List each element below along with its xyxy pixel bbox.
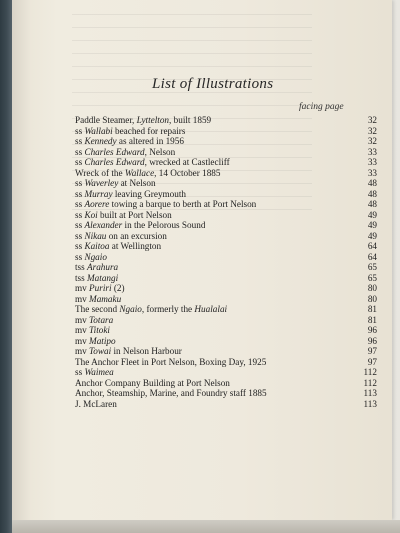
caption-text: ss	[75, 230, 85, 241]
list-item	[75, 304, 377, 315]
list-item	[75, 388, 377, 399]
page-number: 48	[367, 178, 377, 188]
caption-text: ss	[75, 188, 85, 199]
list-item	[75, 315, 377, 326]
list-item	[75, 378, 377, 389]
caption-text: Paddle Steamer,	[75, 115, 137, 125]
page-number: 97	[367, 346, 377, 356]
illustration-title	[75, 199, 256, 210]
ship-name: Wallace	[124, 167, 155, 178]
caption-text: J. McLaren	[75, 398, 117, 409]
page-number: 112	[363, 367, 377, 377]
illustration-title	[75, 136, 184, 147]
list-item	[75, 157, 377, 168]
caption-text: ss	[75, 157, 85, 167]
ship-name: Puriri	[89, 283, 112, 293]
page-number: 65	[367, 272, 377, 283]
illustration-title	[75, 157, 230, 168]
caption-text: , built 1859	[169, 115, 212, 125]
caption-text: ss	[75, 241, 85, 251]
page-number: 96	[367, 325, 377, 335]
page-number: 33	[367, 157, 377, 167]
list-item	[75, 126, 377, 137]
caption-text: The Anchor Fleet in Port Nelson, Boxing Day, 1925	[75, 356, 267, 367]
caption-text: ss	[75, 146, 85, 157]
ship-name: Arahura	[87, 262, 119, 272]
caption-text: mv	[75, 293, 90, 304]
page-number: 33	[367, 146, 377, 157]
illustration-title	[75, 325, 110, 336]
illustration-title	[75, 378, 230, 389]
ship-name: Towai	[89, 346, 112, 356]
ship-name: Alexander	[84, 220, 123, 230]
page-number: 64	[367, 251, 377, 262]
caption-text: mv	[75, 325, 90, 335]
illustrations-list	[75, 115, 377, 409]
ship-name: Aorere	[84, 199, 110, 209]
ship-name: Waverley	[84, 178, 119, 188]
ship-name: Ngaio	[119, 304, 142, 314]
list-item	[75, 262, 377, 273]
page-number: 113	[363, 398, 377, 409]
caption-text: ss	[75, 367, 85, 377]
page-number: 48	[367, 199, 377, 209]
ship-name: Kennedy	[84, 136, 117, 146]
illustration-title	[75, 115, 211, 126]
caption-text: , wrecked at Castlecliff	[144, 157, 230, 167]
illustration-title	[75, 388, 267, 399]
caption-text: Anchor, Steamship, Marine, and Foundry staff 1885	[75, 388, 267, 398]
ship-name: Kaitoa	[84, 241, 110, 251]
illustration-title	[75, 367, 114, 378]
caption-text: on an excursion	[106, 230, 167, 241]
caption-text: ss	[75, 251, 85, 262]
page-number: 81	[367, 314, 377, 325]
caption-text: mv	[75, 314, 90, 325]
illustration-title	[75, 357, 266, 368]
caption-text: ss	[75, 199, 85, 209]
caption-text: The second	[75, 304, 120, 314]
list-item	[75, 294, 377, 305]
caption-text: leaving Greymouth	[112, 188, 187, 199]
ship-name: Lyttelton	[136, 115, 170, 125]
caption-text: tss	[75, 272, 88, 283]
caption-text: tss	[75, 262, 88, 272]
illustration-title	[75, 294, 121, 305]
list-item	[75, 220, 377, 231]
illustration-title	[75, 178, 156, 189]
caption-text: ss	[75, 125, 85, 136]
caption-text: ss	[75, 178, 85, 188]
list-item	[75, 252, 377, 263]
illustration-title	[75, 231, 167, 242]
caption-text: built at Port Nelson	[97, 209, 172, 220]
list-item	[75, 325, 377, 336]
list-item	[75, 273, 377, 284]
page-number: 80	[367, 283, 377, 293]
ship-name: Nikau	[84, 230, 107, 241]
page-number: 49	[367, 209, 377, 220]
illustration-title	[75, 241, 161, 252]
page-number: 80	[367, 293, 377, 304]
illustration-title	[75, 283, 125, 294]
page-number: 97	[367, 356, 377, 367]
ship-name: Matangi	[87, 272, 119, 283]
caption-text: in the Pelorous Sound	[122, 220, 206, 230]
illustration-title	[75, 304, 227, 315]
ship-name: Koi	[84, 209, 98, 220]
list-item	[75, 147, 377, 158]
caption-text: at Nelson	[118, 178, 156, 188]
list-item	[75, 357, 377, 368]
illustration-title	[75, 315, 113, 326]
list-item	[75, 367, 377, 378]
caption-text: mv	[75, 335, 90, 346]
caption-text: beached for repairs	[112, 125, 186, 136]
caption-text: , 14 October 1885	[154, 167, 221, 178]
illustration-title	[75, 210, 172, 221]
caption-text: Wreck of the	[75, 167, 125, 178]
illustration-title	[75, 336, 116, 347]
list-item	[75, 136, 377, 147]
list-item	[75, 346, 377, 357]
list-item	[75, 399, 377, 410]
illustration-title	[75, 220, 205, 231]
ship-name: Ngaio	[84, 251, 107, 262]
illustration-title	[75, 273, 118, 284]
page-number: 33	[367, 167, 377, 178]
list-item	[75, 115, 377, 126]
page-number: 48	[367, 188, 377, 199]
page-number: 32	[367, 136, 377, 146]
caption-text: (2)	[111, 283, 125, 293]
illustration-title	[75, 147, 175, 158]
ship-name: Charles Edward	[84, 146, 145, 157]
illustration-title	[75, 346, 182, 357]
list-item	[75, 336, 377, 347]
ship-name: Totara	[89, 314, 114, 325]
ship-name: Charles Edward	[84, 157, 145, 167]
list-item	[75, 210, 377, 221]
ship-name: Hualalai	[194, 304, 228, 314]
caption-text: in Nelson Harbour	[111, 346, 182, 356]
ship-name: Matipo	[89, 335, 116, 346]
page-number: 49	[367, 230, 377, 241]
ship-name: Murray	[84, 188, 113, 199]
book-cover-edge	[0, 0, 12, 533]
caption-text: mv	[75, 283, 90, 293]
facing-page-column-header: facing page	[299, 102, 344, 112]
illustration-title	[75, 126, 185, 137]
list-item	[75, 283, 377, 294]
caption-text: ss	[75, 220, 85, 230]
page-number: 96	[367, 335, 377, 346]
list-item	[75, 189, 377, 200]
page-heading: List of Illustrations	[152, 76, 274, 92]
caption-text: ss	[75, 136, 85, 146]
list-item	[75, 178, 377, 189]
caption-text: mv	[75, 346, 90, 356]
page-number: 113	[363, 388, 377, 398]
caption-text: , Nelson	[144, 146, 176, 157]
book-page	[12, 0, 392, 520]
page-number: 65	[367, 262, 377, 272]
illustration-title	[75, 399, 117, 410]
caption-text: at Wellington	[109, 241, 162, 251]
page-number: 112	[363, 377, 377, 388]
page-number: 81	[367, 304, 377, 314]
page-number: 32	[367, 125, 377, 136]
page-number: 32	[367, 115, 377, 125]
caption-text: ss	[75, 209, 85, 220]
caption-text: Anchor Company Building at Port Nelson	[75, 377, 230, 388]
illustration-title	[75, 168, 221, 179]
caption-text: towing a barque to berth at Port Nelson	[109, 199, 257, 209]
caption-text: , formerly the	[141, 304, 195, 314]
illustration-title	[75, 252, 107, 263]
ship-name: Titoki	[89, 325, 110, 335]
list-item	[75, 241, 377, 252]
ship-name: Wallabi	[84, 125, 113, 136]
list-item	[75, 168, 377, 179]
ship-name: Waimea	[84, 367, 114, 377]
list-item	[75, 231, 377, 242]
caption-text: as altered in 1956	[116, 136, 184, 146]
book-cover-bottom-edge	[12, 520, 400, 533]
ship-name: Mamaku	[89, 293, 122, 304]
illustration-title	[75, 189, 186, 200]
list-item	[75, 199, 377, 210]
page-number: 64	[367, 241, 377, 251]
page-number: 49	[367, 220, 377, 230]
illustration-title	[75, 262, 118, 273]
